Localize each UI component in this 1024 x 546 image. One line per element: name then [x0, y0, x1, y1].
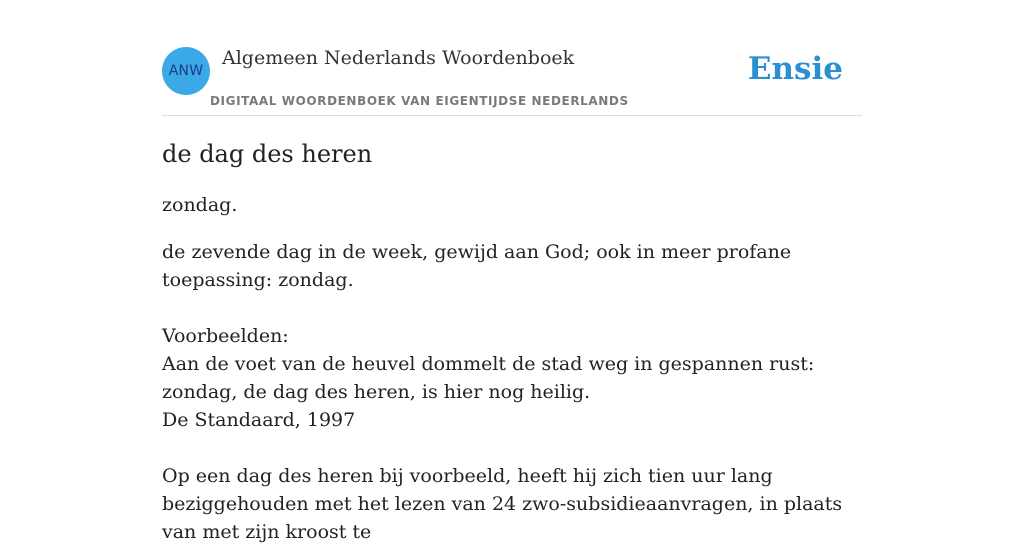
site-subtitle: DIGITAAL WOORDENBOEK VAN EIGENTIJDSE NEDERLANDS: [210, 94, 629, 108]
example-sentence: Op een dag des heren bij voorbeeld, heeft hij zich tien uur lang beziggehouden met het lezen van 24 zwo-subsidieaanvragen, in plaats van met zijn kroost te: [162, 465, 843, 543]
header-divider: [162, 115, 862, 116]
site-header: [162, 46, 862, 116]
anw-logo[interactable]: [162, 47, 210, 95]
paragraph-spacer: [162, 294, 862, 322]
example-source: De Standaard, 1997: [162, 409, 356, 431]
example-sentence: Aan de voet van de heuvel dommelt de stad weg in gespannen rust: zondag, de dag des heren, is hier nog heilig.: [162, 353, 815, 403]
long-definition: de zevende dag in de week, gewijd aan God; ook in meer profane toepassing: zondag.: [162, 241, 792, 291]
dictionary-entry: [162, 139, 862, 546]
ensie-brand-link[interactable]: Ensie: [747, 51, 843, 87]
examples-label: Voorbeelden:: [162, 325, 289, 347]
paragraph-spacer: [162, 434, 862, 462]
entry-headword: de dag des heren: [162, 140, 373, 168]
logo-text: ANW: [168, 63, 204, 79]
site-title[interactable]: Algemeen Nederlands Woordenboek: [222, 47, 575, 69]
short-definition: zondag.: [162, 194, 238, 216]
